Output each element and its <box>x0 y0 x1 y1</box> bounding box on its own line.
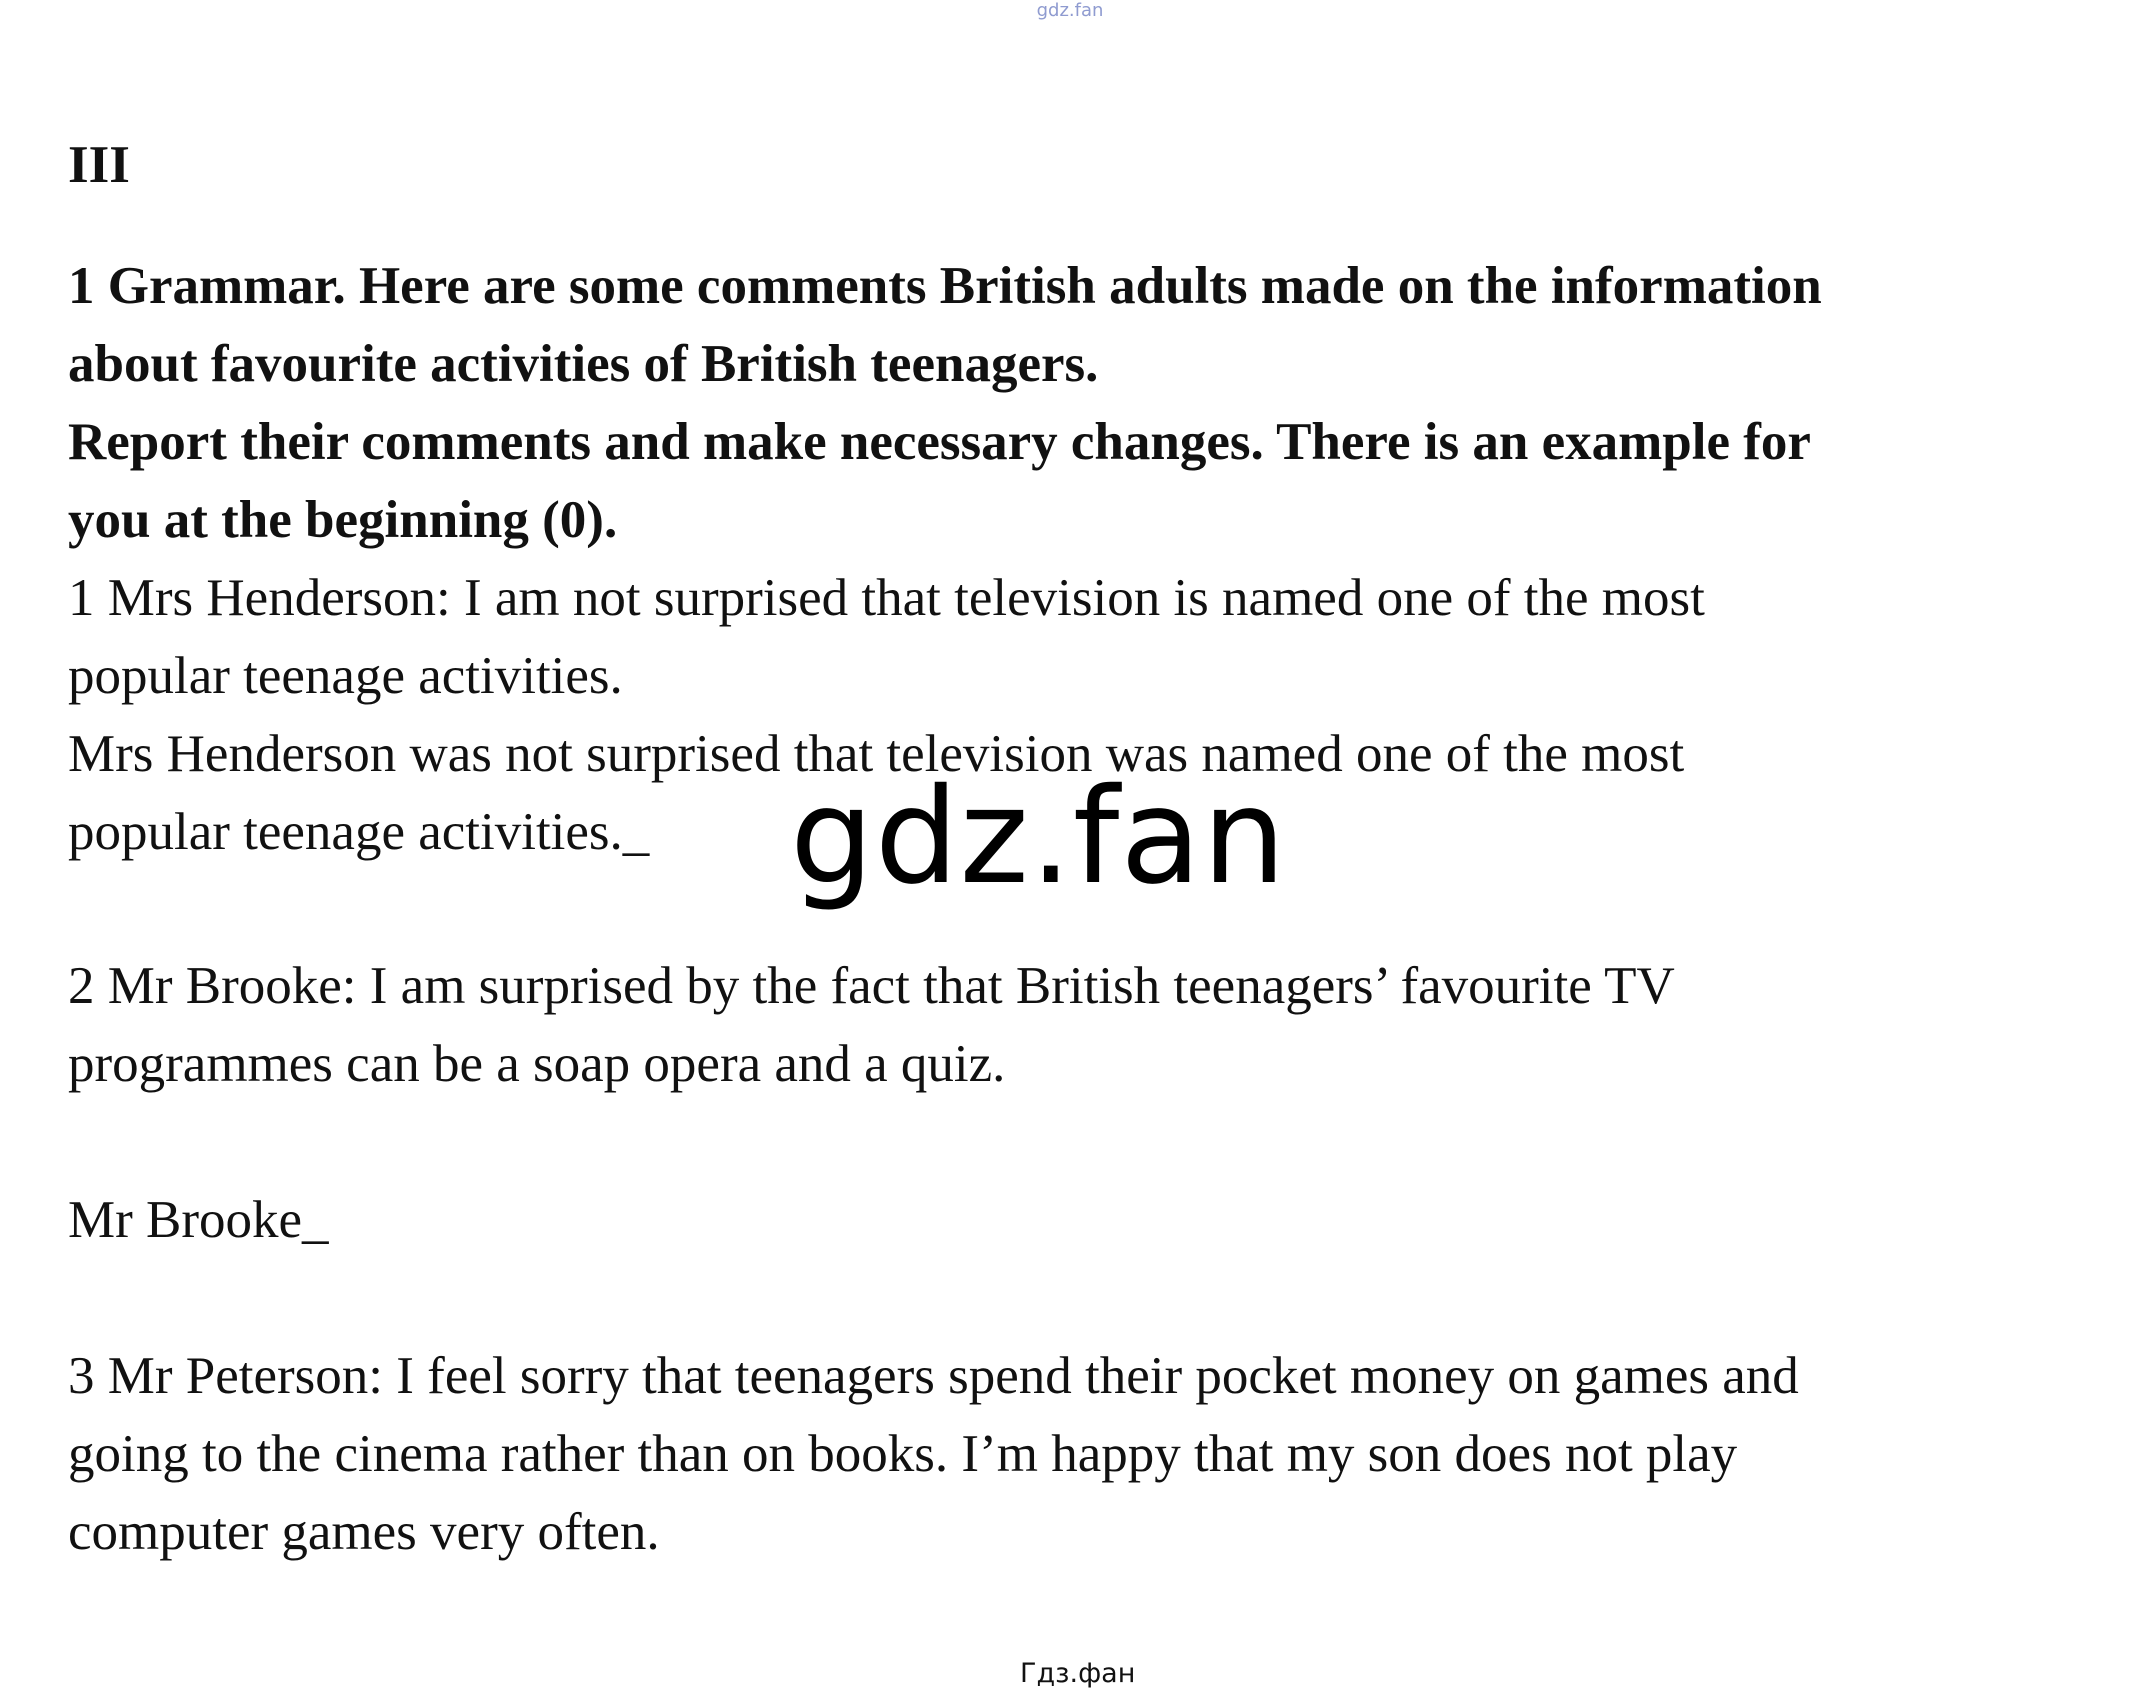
instruction-line-3: Report their comments and make necessary changes. There is an example for <box>68 413 1811 471</box>
instruction-line-2: about favourite activities of British teenagers. <box>68 335 1099 393</box>
footer-watermark: Гдз.фан <box>1020 1658 1136 1689</box>
item-1-prompt-line-1: 1 Mrs Henderson: I am not surprised that television is named one of the most <box>68 569 1705 627</box>
item-2-answer-line-1: Mr Brooke_ <box>68 1191 329 1249</box>
item-3-prompt-line-3: computer games very often. <box>68 1503 660 1561</box>
item-2-prompt-line-1: 2 Mr Brooke: I am surprised by the fact that British teenagers’ favourite TV <box>68 957 1675 1015</box>
item-3-prompt-line-2: going to the cinema rather than on books. I’m happy that my son does not play <box>68 1425 1738 1483</box>
item-2-prompt-line-2: programmes can be a soap opera and a quiz. <box>68 1035 1006 1093</box>
spacer <box>68 1259 2068 1337</box>
center-watermark: gdz.fan <box>790 760 1287 914</box>
item-1-prompt-line-2: popular teenage activities. <box>68 647 623 705</box>
header-watermark: gdz.fan <box>1036 0 1104 21</box>
item-3-prompt-line-1: 3 Mr Peterson: I feel sorry that teenagers spend their pocket money on games and <box>68 1347 1799 1405</box>
instruction-line-4: you at the beginning (0). <box>68 491 618 549</box>
item-1-answer-line-2: popular teenage activities._ <box>68 803 650 861</box>
section-number: III <box>68 136 130 194</box>
instruction-line-1: 1 Grammar. Here are some comments British adults made on the information <box>68 257 1822 315</box>
item-1-answer-line-1: Mrs Henderson was not surprised that television was named one of the most <box>68 725 1685 783</box>
spacer <box>68 1103 2068 1181</box>
